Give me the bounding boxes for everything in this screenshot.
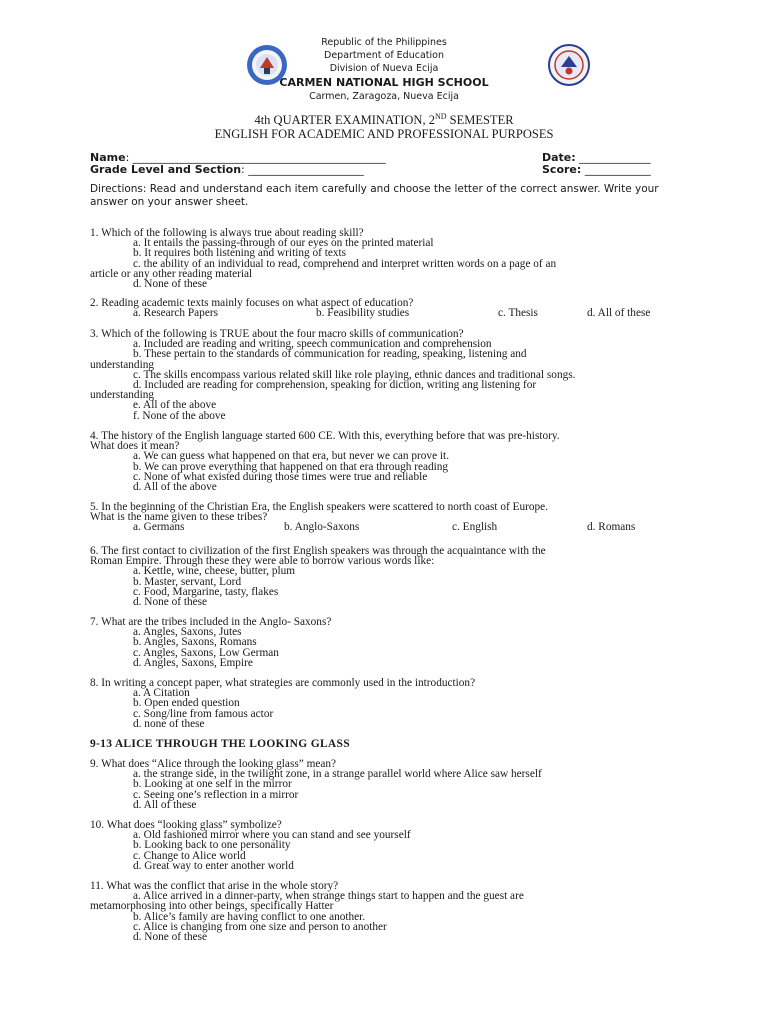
option-d: d. All of these [133, 798, 197, 811]
question-stem: 2. Reading academic texts mainly focuses on what aspect of education? [90, 297, 414, 309]
question-1 [90, 228, 690, 289]
option-b: b. Feasibility studies [316, 307, 410, 320]
options-row [90, 522, 690, 532]
exam-title-block [0, 110, 768, 141]
option-d: d. Angles, Saxons, Empire [133, 656, 253, 669]
option-d: d. Great way to enter another world [133, 859, 294, 872]
option-c: c. English [452, 521, 498, 534]
question-6 [90, 546, 690, 607]
option-b: b. Alice’s family are having conflict to one another. [133, 910, 366, 923]
option-a: a. Research Papers [133, 307, 219, 320]
republic-line: Republic of the Philippines [321, 37, 447, 48]
option-a-continued: metamorphosing into other beings, specifically Hatter [90, 900, 334, 913]
option-b: b. Looking at one self in the mirror [133, 778, 292, 791]
option-d: d. None of these [133, 931, 208, 944]
question-stem: 6. The first contact to civilization of the first English speakers was through the acquaintance with the [90, 545, 546, 557]
option-b: b. Master, servant, Lord [133, 575, 242, 588]
exam-title: 4th QUARTER EXAMINATION, 2ND SEMESTER [254, 112, 514, 128]
date-field[interactable]: _____________ [575, 151, 651, 164]
question-stem: 9. What does “Alice through the looking glass” mean? [90, 758, 337, 770]
school-name: CARMEN NATIONAL HIGH SCHOOL [279, 76, 489, 89]
option-a: a. Alice arrived in a dinner-party, when strange things start to happen and the guest are [133, 890, 524, 903]
option-d: d. None of these [133, 596, 208, 609]
option-c: c. Seeing one’s reflection in a mirror [133, 788, 299, 801]
exam-subject: ENGLISH FOR ACADEMIC AND PROFESSIONAL PURPOSES [214, 127, 554, 142]
option-d-continued: understanding [90, 389, 155, 402]
option-c: c. the ability of an individual to read, comprehend and interpret written words on a page of an [133, 257, 557, 270]
option-d: d. Romans [587, 521, 636, 534]
option-c-continued: article or any other reading material [90, 267, 253, 280]
option-c: c. None of what existed during those times were true and reliable [133, 470, 428, 483]
option-b: b. Open ended question [133, 697, 240, 710]
question-stem-continued: Roman Empire. Through these they were able to borrow various words like: [90, 555, 435, 568]
question-stem: 8. In writing a concept paper, what strategies are commonly used in the introduction? [90, 677, 476, 689]
question-10 [90, 820, 690, 871]
grade-label: Grade Level and Section [90, 163, 242, 176]
name-label: Name [90, 151, 126, 164]
question-stem: 11. What was the conflict that arise in the whole story? [90, 880, 339, 892]
option-b: b. Anglo-Saxons [284, 521, 360, 534]
question-3 [90, 329, 690, 421]
option-d: d. All of these [587, 307, 651, 320]
question-4 [90, 431, 690, 492]
option-c: c. Song/line from famous actor [133, 707, 274, 720]
question-stem: 4. The history of the English language started 600 CE. With this, everything before that was pre-history. [90, 430, 560, 442]
score-label: Score: [542, 163, 582, 176]
option-a: a. We can guess what happened on that era, but never we can prove it. [133, 450, 450, 463]
option-c: c. Thesis [498, 307, 538, 320]
option-a: a. the strange side, in the twilight zone, in a strange parallel world where Alice saw herself [133, 768, 542, 781]
option-b: b. Angles, Saxons, Romans [133, 636, 257, 649]
option-c: c. Alice is changing from one size and person to another [133, 920, 387, 933]
question-stem-continued: What does it mean? [90, 440, 180, 453]
directions: Directions: Read and understand each item carefully and choose the letter of the correct answer. Write your answer on your answer sheet. [90, 183, 659, 208]
grade-row [90, 163, 690, 176]
date-label: Date: [542, 151, 576, 164]
option-a: a. Germans [133, 521, 185, 534]
letterhead [0, 36, 768, 103]
option-a: a. Angles, Saxons, Jutes [133, 626, 242, 639]
name-field[interactable]: : ______________________________________________ [125, 151, 386, 164]
option-c: c. The skills encompass various related skill like role playing, ethnic dances and traditional songs. [133, 368, 576, 381]
question-8 [90, 678, 690, 729]
option-f: f. None of the above [133, 409, 226, 422]
option-b: b. These pertain to the standards of communication for reading, speaking, listening and [133, 348, 527, 361]
score-row [542, 163, 651, 176]
question-stem: 10. What does “looking glass” symbolize? [90, 819, 282, 831]
option-b-continued: understanding [90, 358, 155, 371]
department-line: Department of Education [324, 50, 444, 61]
school-address: Carmen, Zaragoza, Nueva Ecija [309, 91, 459, 102]
question-stem: 5. In the beginning of the Christian Era, the English speakers were scattered to north coast of Europe. [90, 501, 549, 513]
options-row [90, 308, 690, 318]
section-heading: 9-13 ALICE THROUGH THE LOOKING GLASS [90, 738, 350, 750]
option-c: c. Angles, Saxons, Low German [133, 646, 279, 659]
option-a: a. Old fashioned mirror where you can stand and see yourself [133, 829, 411, 842]
option-b: b. Looking back to one personality [133, 839, 291, 852]
question-11 [90, 881, 690, 942]
option-c: c. Food, Margarine, tasty, flakes [133, 585, 279, 598]
option-d: d. None of these [133, 278, 208, 291]
option-a: a. A Citation [133, 687, 190, 700]
option-d: d. none of these [133, 717, 205, 730]
option-a: a. Kettle, wine, cheese, butter, plum [133, 565, 296, 578]
score-field[interactable]: ____________ [581, 163, 651, 176]
option-d: d. All of the above [133, 481, 217, 494]
question-stem: 7. What are the tribes included in the Anglo- Saxons? [90, 616, 332, 628]
division-line: Division of Nueva Ecija [329, 63, 439, 74]
grade-field[interactable]: : _____________________ [241, 163, 364, 176]
option-d: d. Included are reading for comprehension, speaking for diction, writing ang listening for [133, 379, 537, 392]
option-e: e. All of the above [133, 399, 217, 412]
question-7 [90, 617, 690, 668]
option-b: b. We can prove everything that happened on that era through reading [133, 460, 449, 473]
question-stem-continued: What is the name given to these tribes? [90, 511, 268, 524]
question-stem: 3. Which of the following is TRUE about the four macro skills of communication? [90, 328, 464, 340]
question-2 [90, 298, 690, 318]
option-c: c. Change to Alice world [133, 849, 246, 862]
option-a: a. Included are reading and writing, speech communication and comprehension [133, 338, 492, 351]
question-stem: 1. Which of the following is always true about reading skill? [90, 227, 364, 239]
option-a: a. It entails the passing-through of our eyes on the printed material [133, 237, 434, 250]
question-9 [90, 759, 690, 810]
option-b: b. It requires both listening and writing of texts [133, 247, 347, 260]
question-5 [90, 502, 690, 533]
